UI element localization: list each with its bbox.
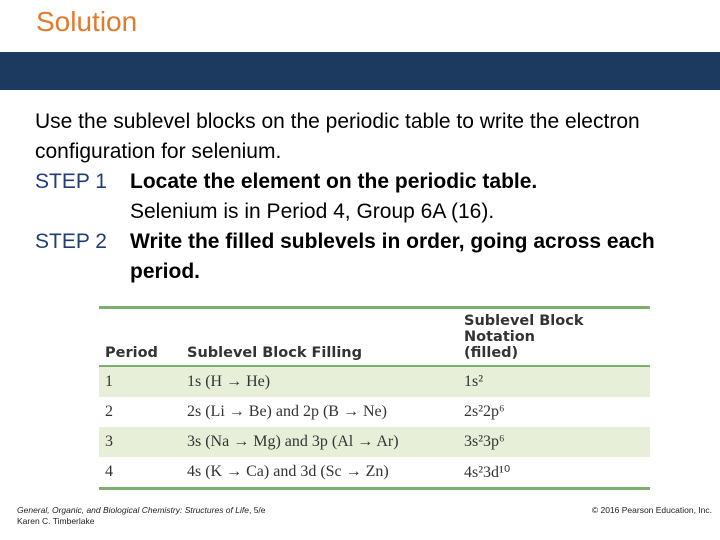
cell-period: 1 (99, 366, 181, 397)
header-notation-line1: Sublevel Block Notation (464, 313, 584, 345)
slide-title: Solution (36, 6, 138, 37)
cell-filling: 1s (H → He) (181, 366, 458, 397)
header-filling: Sublevel Block Filling (181, 309, 458, 366)
table-header-row (99, 309, 650, 366)
step-1-label: STEP 1 (35, 170, 107, 193)
cell-period: 4 (99, 457, 181, 489)
title-bar (0, 52, 720, 90)
header-period: Period (99, 309, 181, 366)
sublevel-table (99, 306, 650, 490)
cell-filling: 2s (Li → Be) and 2p (B → Ne) (187, 403, 387, 420)
slide-body (35, 107, 705, 287)
table-row (99, 397, 650, 427)
footer-author: Karen C. Timberlake (17, 516, 95, 526)
step-1-content (130, 167, 705, 227)
cell-filling: 3s (Na → Mg) and 3p (Al → Ar) (181, 427, 458, 457)
step-2-label: STEP 2 (35, 230, 107, 253)
header-notation (458, 309, 650, 366)
cell-notation: 1s² (458, 366, 650, 397)
footer-copyright: © 2016 Pearson Education, Inc. (591, 505, 712, 515)
footer-book-title: General, Organic, and Biological Chemistry: Structures of Life (17, 505, 249, 515)
table-row (99, 457, 650, 489)
step-2 (35, 227, 705, 287)
cell-filling: 4s (K → Ca) and 3d (Sc → Zn) (181, 457, 458, 489)
footer-citation (17, 505, 266, 527)
step-1-action: Locate the element on the periodic table. (130, 170, 538, 193)
table-row (99, 366, 650, 397)
step-2-action: Write the filled sublevels in order, going across each period. (130, 230, 655, 283)
step-1 (35, 167, 705, 227)
cell-notation: 4s²3d¹⁰ (458, 457, 650, 489)
header-notation-line2: (filled) (464, 345, 519, 361)
intro-text: Use the sublevel blocks on the periodic table to write the electron configuration for selenium. (35, 110, 640, 163)
step-2-content (130, 227, 705, 287)
cell-notation: 2s²2p⁶ (464, 403, 505, 420)
cell-period: 3 (99, 427, 181, 457)
footer-edition: , 5/e (248, 505, 266, 515)
cell-period: 2 (105, 403, 113, 420)
table-row (99, 427, 650, 457)
cell-notation: 3s²3p⁶ (458, 427, 650, 457)
step-1-detail: Selenium is in Period 4, Group 6A (16). (130, 200, 495, 223)
